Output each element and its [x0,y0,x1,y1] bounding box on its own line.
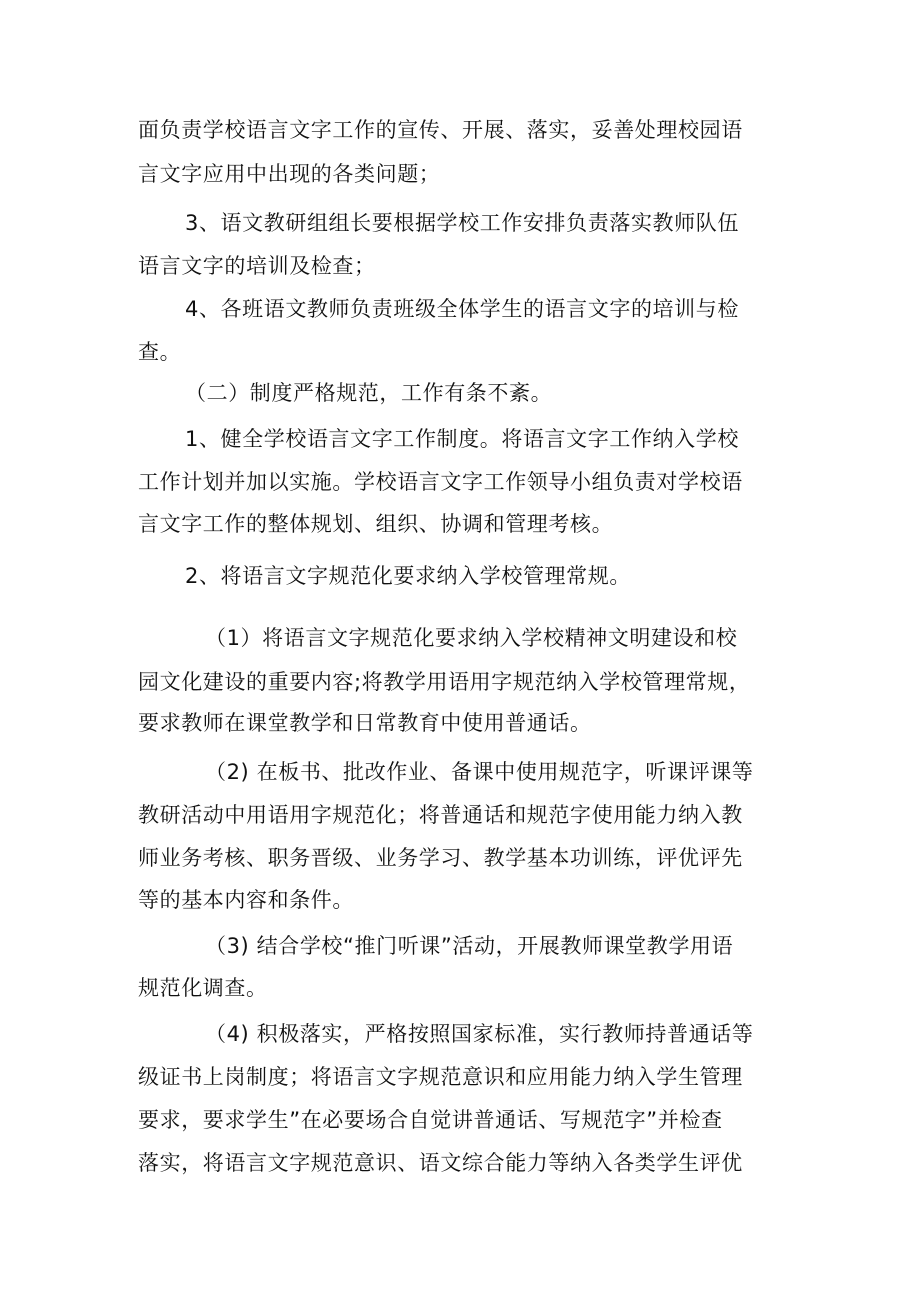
text-line: （4) 积极落实，严格按照国家标准，实行教师持普通话等 [205,1022,754,1046]
text-line: 2、将语言文字规范化要求纳入学校管理常规。 [185,564,631,588]
text-line: 师业务考核、职务晋级、业务学习、教学基本功训练，评优评先 [138,846,743,870]
text-line: 言文字应用中出现的各类问题； [138,162,441,186]
text-line: 等的基本内容和条件。 [138,888,354,912]
text-line: 要求，要求学生”在必要场合自觉讲普通话、写规范字”并检查 [138,1108,723,1132]
text-line: 教研活动中用语用字规范化；将普通话和规范字使用能力纳入教 [138,803,743,827]
text-line: 规范化调查。 [138,976,268,1000]
text-line: 查。 [138,340,182,364]
text-line: 落实，将语言文字规范意识、语文综合能力等纳入各类学生评优 [138,1151,743,1175]
text-line: 言文字工作的整体规划、组织、协调和管理考核。 [138,512,614,536]
text-line: 工作计划并加以实施。学校语言文字工作领导小组负责对学校语 [138,470,743,494]
text-line: （2) 在板书、批改作业、备课中使用规范字，听课评课等 [205,760,754,784]
section-heading: （二）制度严格规范，工作有条不紊。 [185,381,553,405]
text-line: 级证书上岗制度；将语言文字规范意识和应用能力纳入学生管理 [138,1065,743,1089]
text-line: （3) 结合学校“推门听课”活动，开展教师课堂教学用语 [205,934,734,958]
text-line: （1）将语言文字规范化要求纳入学校精神文明建设和校 [205,626,738,650]
text-line: 面负责学校语言文字工作的宣传、开展、落实，妥善处理校园语 [138,118,743,142]
text-line: 3、语文教研组组长要根据学校工作安排负责落实教师队伍 [185,211,739,235]
text-line: 园文化建设的重要内容;将教学用语用字规范纳入学校管理常规， [138,670,751,694]
text-line: 语言文字的培训及检查； [138,254,376,278]
text-line: 1、健全学校语言文字工作制度。将语言文字工作纳入学校 [185,427,739,451]
text-line: 4、各班语文教师负责班级全体学生的语言文字的培训与检 [185,297,739,321]
text-line: 要求教师在课堂教学和日常教育中使用普通话。 [138,711,592,735]
